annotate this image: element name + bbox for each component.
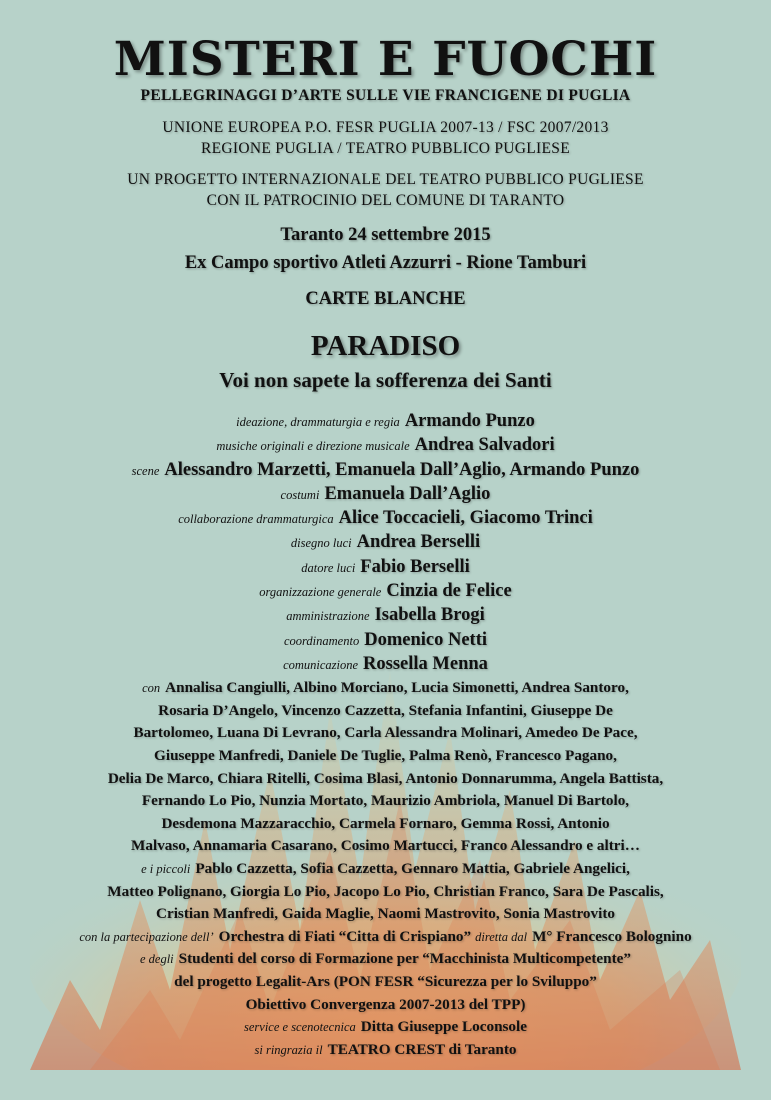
credit-role: coordinamento bbox=[283, 633, 360, 648]
cast-role-secondary: diretta dal bbox=[475, 929, 528, 944]
cast-names: TEATRO CREST di Taranto bbox=[327, 1040, 517, 1058]
cast-names: Delia De Marco, Chiara Ritelli, Cosima Blasi, Antonio Donnarumma, Angela Battista, bbox=[107, 769, 664, 787]
cast-line bbox=[0, 835, 771, 858]
credit-name: Alice Toccacieli, Giacomo Trinci bbox=[338, 508, 593, 529]
credit-row bbox=[0, 507, 771, 531]
event-block bbox=[0, 221, 771, 277]
cast-line bbox=[0, 700, 771, 723]
credit-role: amministrazione bbox=[286, 609, 370, 624]
cast-line bbox=[0, 1039, 771, 1062]
cast-line bbox=[0, 722, 771, 745]
cast-names: Pablo Cazzetta, Sofia Cazzetta, Gennaro Mattia, Gabriele Angelici, bbox=[195, 860, 630, 878]
credit-row bbox=[0, 459, 771, 483]
poster-subtitle: PELLEGRINAGGI D’ARTE SULLE VIE FRANCIGENE DI PUGLIA bbox=[140, 87, 631, 104]
cast-names: del progetto Legalit-Ars (PON FESR “Sicurezza per lo Sviluppo” bbox=[174, 972, 597, 990]
cast-role: service e scenotecnica bbox=[244, 1020, 356, 1035]
poster-title: MISTERI E FUOCHI bbox=[113, 32, 658, 87]
credit-role: comunicazione bbox=[283, 657, 359, 672]
credit-row bbox=[0, 653, 771, 677]
cast-line bbox=[0, 768, 771, 791]
cast-line bbox=[0, 994, 771, 1017]
credit-row bbox=[0, 604, 771, 628]
credit-name: Rossella Menna bbox=[363, 653, 488, 674]
credit-role: datore luci bbox=[301, 560, 356, 575]
show-title: PARADISO bbox=[310, 330, 461, 362]
cast-names: Rosaria D’Angelo, Vincenzo Cazzetta, Stefania Infantini, Giuseppe De bbox=[158, 701, 613, 719]
credit-name: Emanuela Dall’Aglio bbox=[324, 483, 491, 504]
credit-role: collaborazione drammaturgica bbox=[178, 512, 334, 527]
cast-names: Studenti del corso di Formazione per “Macchinista Multicompetente” bbox=[178, 950, 631, 968]
funding-line-2: REGIONE PUGLIA / TEATRO PUBBLICO PUGLIESE bbox=[201, 140, 570, 157]
cast-names: Obiettivo Convergenza 2007-2013 del TPP) bbox=[245, 995, 526, 1013]
cast-line bbox=[0, 858, 771, 881]
credits-list bbox=[0, 410, 771, 677]
cast-line bbox=[0, 745, 771, 768]
credit-name: Fabio Berselli bbox=[360, 556, 470, 577]
cast-line bbox=[0, 813, 771, 836]
cast-names: Matteo Polignano, Giorgia Lo Pio, Jacopo Lo Pio, Christian Franco, Sara De Pascalis, bbox=[107, 882, 664, 900]
cast-role: con bbox=[142, 681, 161, 696]
event-section: CARTE BLANCHE bbox=[305, 289, 466, 309]
funding-line-1: UNIONE EUROPEA P.O. FESR PUGLIA 2007-13 / FSC 2007/2013 bbox=[162, 119, 609, 136]
cast-line bbox=[0, 971, 771, 994]
credit-role: musiche originali e direzione musicale bbox=[216, 439, 410, 454]
credit-row bbox=[0, 556, 771, 580]
cast-names: Fernando Lo Pio, Nunzia Mortato, Maurizio Ambriola, Manuel Di Bartolo, bbox=[141, 792, 630, 810]
credit-role: costumi bbox=[280, 487, 320, 502]
cast-names: Orchestra di Fiati “Citta di Crispiano” bbox=[218, 927, 472, 945]
credit-name: Domenico Netti bbox=[364, 629, 487, 650]
cast-role: con la partecipazione dell’ bbox=[79, 929, 214, 944]
cast-line bbox=[0, 926, 771, 949]
credit-role: disegno luci bbox=[290, 536, 352, 551]
cast-line bbox=[0, 903, 771, 926]
credit-name: Armando Punzo bbox=[404, 411, 535, 431]
cast-names: Giuseppe Manfredi, Daniele De Tuglie, Palma Renò, Francesco Pagano, bbox=[154, 747, 617, 765]
cast-line bbox=[0, 1016, 771, 1039]
credit-name: Alessandro Marzetti, Emanuela Dall’Aglio, Armando Punzo bbox=[164, 459, 640, 480]
cast-names: Bartolomeo, Luana Di Levrano, Carla Alessandra Molinari, Amedeo De Pace, bbox=[133, 724, 638, 742]
cast-line bbox=[0, 677, 771, 700]
credit-name: Andrea Salvadori bbox=[414, 435, 555, 456]
cast-names: Desdemona Mazzaracchio, Carmela Fornaro, Gemma Rossi, Antonio bbox=[161, 814, 610, 832]
cast-line bbox=[0, 790, 771, 813]
credit-row bbox=[0, 580, 771, 604]
cast-role: si ringrazia il bbox=[254, 1042, 323, 1057]
project-line-1: UN PROGETTO INTERNAZIONALE DEL TEATRO PUBBLICO PUGLIESE bbox=[127, 171, 644, 188]
credit-name: Cinzia de Felice bbox=[386, 581, 512, 602]
credit-role: organizzazione generale bbox=[259, 585, 382, 600]
credit-row bbox=[0, 434, 771, 458]
credit-role: ideazione, drammaturgia e regia bbox=[236, 415, 400, 429]
cast-list bbox=[0, 677, 771, 1061]
cast-role: e i piccoli bbox=[141, 862, 191, 877]
project-line-2: CON IL PATROCINIO DEL COMUNE DI TARANTO bbox=[206, 192, 565, 209]
credit-row bbox=[0, 483, 771, 507]
cast-names: Annalisa Cangiulli, Albino Morciano, Lucia Simonetti, Andrea Santoro, bbox=[165, 679, 629, 697]
cast-names: Malvaso, Annamaria Casarano, Cosimo Martucci, Franco Alessandro e altri… bbox=[131, 837, 640, 855]
cast-role: e degli bbox=[139, 952, 174, 967]
event-venue: Ex Campo sportivo Atleti Azzurri - Rione Tamburi bbox=[184, 253, 587, 273]
cast-names: Ditta Giuseppe Loconsole bbox=[360, 1018, 527, 1036]
cast-names: Cristian Manfredi, Gaida Maglie, Naomi Mastrovito, Sonia Mastrovito bbox=[156, 905, 615, 923]
event-date: Taranto 24 settembre 2015 bbox=[280, 225, 491, 245]
credit-name: Andrea Berselli bbox=[356, 532, 481, 553]
credit-name: Isabella Brogi bbox=[374, 605, 485, 626]
show-tagline: Voi non sapete la sofferenza dei Santi bbox=[219, 368, 552, 392]
credit-row bbox=[0, 531, 771, 555]
credit-role: scene bbox=[131, 463, 160, 478]
credit-row bbox=[0, 410, 771, 434]
cast-line bbox=[0, 948, 771, 971]
credit-row bbox=[0, 629, 771, 653]
cast-line bbox=[0, 881, 771, 904]
cast-names-secondary: M° Francesco Bolognino bbox=[532, 927, 692, 945]
